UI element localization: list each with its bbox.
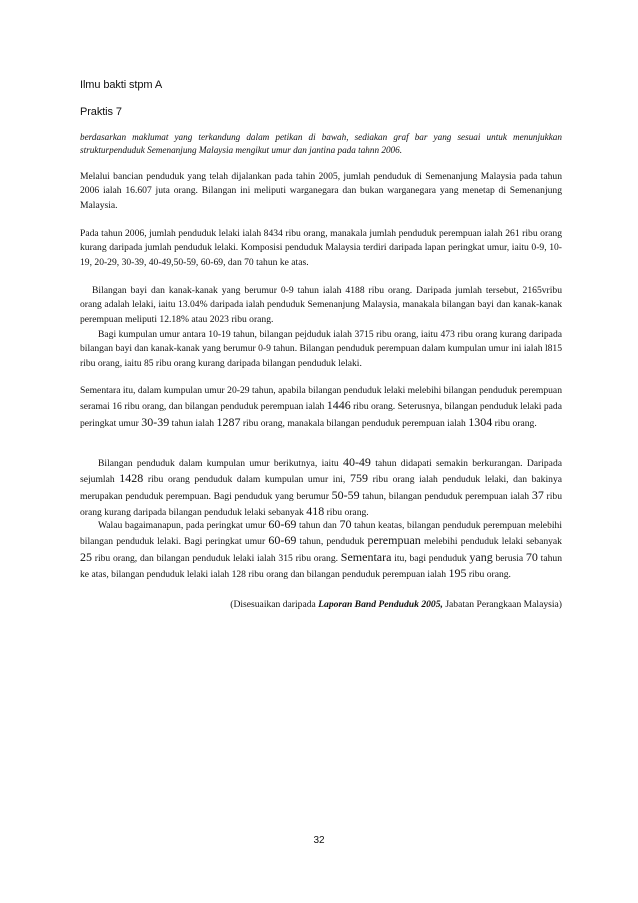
paragraph-6-number: 37: [531, 487, 544, 502]
document-subheading: Praktis 7: [80, 106, 122, 118]
paragraph-7-number: 60-69: [268, 517, 297, 531]
paragraph-6-text: ribu orang penduduk dalam kumpulan umur ini,: [143, 474, 350, 486]
paragraph-6-text: ribu orang.: [324, 507, 369, 519]
paragraph-6-text: ribu orang ialah penduduk lelaki, dan bakinya merupakan penduduk perempuan. Bagi penduduk yang berumur: [80, 474, 562, 502]
paragraph-6-number: 418: [306, 504, 325, 519]
paragraph-4: [80, 328, 562, 371]
paragraph-7-text: tahun ke atas, bilangan penduduk lelaki ialah 128 ribu orang dan bilangan penduduk perempuan ialah: [80, 552, 562, 581]
paragraph-6-text: tahun didapati semakin berkurangan. Daripada sejumlah: [80, 458, 562, 486]
paragraph-7-number: 195: [448, 566, 467, 581]
paragraph-7-number: 25: [80, 549, 92, 564]
paragraph-6-number: 50-59: [331, 487, 360, 502]
paragraph-7-text: Walau bagaimanapun, pada peringkat umur: [98, 520, 269, 531]
paragraph-7-word: Sementara: [340, 549, 392, 564]
paragraph-7-word: perempuan: [367, 533, 421, 548]
paragraph-5-number: 1287: [216, 414, 241, 429]
paragraph-6: [80, 455, 562, 521]
paragraph-7-text: tahun dan: [296, 520, 340, 531]
paragraph-5-text: tahun ialah: [169, 417, 217, 429]
document-heading: Ilmu bakti stpm A: [80, 79, 163, 91]
paragraph-7-text: ribu orang, dan bilangan penduduk lelaki ialah 315 ribu orang.: [92, 552, 341, 564]
paragraph-5-text: ribu orang. Seterusnya, bilangan penduduk lelaki pada peringkat umur: [80, 401, 562, 429]
paragraph-6-number: 1428: [119, 471, 144, 486]
paragraph-7-text: berusia: [492, 552, 526, 564]
paragraph-5-number: 1304: [468, 414, 493, 429]
paragraph-6-text: Bilangan penduduk dalam kumpulan umur berikutnya, iaitu: [98, 458, 343, 469]
paragraph-3-text: Bilangan bayi dan kanak-kanak yang berumur 0-9 tahun ialah 4188 ribu orang. Daripada jumlah tersebut, 2165vribu orang adalah lelaki, iaitu 13.04% daripada ialah penduduk Semenanjung Malaysia, manakala bilangan bayi dan kanak-kanak perempuan meliputi 12.18% atau 2023 ribu orang.: [80, 285, 562, 325]
paragraph-7: [80, 517, 562, 583]
paragraph-6-text: tahun, bilangan penduduk perempuan ialah: [359, 490, 532, 502]
paragraph-1: Melalui bancian penduduk yang telah dijalankan pada tahin 2005, jumlah penduduk di Semenanjung Malaysia pada tahun 2006 ialah 16.607 juta orang. Bilangan ini meliputi warganegara dan bukan warganegara yang menetap di Semenanjung Malaysia.: [80, 171, 562, 211]
paragraph-5-number: 30-39: [141, 414, 170, 429]
source-citation: [80, 599, 562, 610]
paragraph-3: [80, 284, 562, 327]
paragraph-2: Pada tahun 2006, jumlah penduduk lelaki ialah 8434 ribu orang, manakala jumlah penduduk perempuan ialah 261 ribu orang kurang daripada jumlah penduduk lelaki. Komposisi penduduk Malaysia terdiri daripada lapan peringkat umur, iaitu 0-9, 10-19, 20-29, 30-39, 40-49,50-59, 60-69, dan 70 tahun ke atas.: [80, 228, 562, 268]
paragraph-4-text: Bagi kumpulan umur antara 10-19 tahun, bilangan pejduduk ialah 3715 ribu orang, iaitu 473 ribu orang kurang daripada bilangan bayi dan kanak-kanak yang berumur 0-9 tahun. Bilangan penduduk perempuan dalam kumpulan umur ini ialah l815 ribu orang, iaitu 85 ribu orang kurang daripada bilangan penduduk lelaki.: [80, 329, 562, 369]
paragraph-7-number: 70: [339, 517, 352, 531]
paragraph-5-number: 1446: [326, 398, 351, 413]
paragraph-5-text: ribu orang.: [492, 417, 537, 429]
instruction-text: berdasarkan maklumat yang terkandung dalam petikan di bawah, sediakan graf bar yang sesuai untuk menunjukkan strukturpenduduk Semenanjung Malaysia mengikut umur dan jantina pada tahnn 2006.: [80, 132, 562, 155]
paragraph-7-number: 60-69: [268, 533, 297, 548]
paragraph-7-text: tahun keatas, bilangan penduduk perempuan melebihi bilangan penduduk lelaki. Bagi peringkat umur: [80, 520, 562, 548]
paragraph-5-text: ribu orang, manakala bilangan penduduk perempuan ialah: [240, 417, 469, 429]
paragraph-6-number: 759: [349, 471, 368, 486]
paragraph-7-text: melebihi penduduk lelaki sebanyak: [420, 536, 562, 548]
paragraph-7-word: yang: [469, 549, 493, 564]
paragraph-6-number: 40-49: [342, 455, 371, 469]
source-prefix: (Disesuaikan daripada: [230, 599, 319, 610]
source-title: Laporan Band Penduduk 2005,: [318, 599, 443, 610]
paragraph-5: [80, 384, 562, 431]
source-suffix: Jabatan Perangkaan Malaysia): [442, 599, 562, 610]
paragraph-5-text: Sementara itu, dalam kumpulan umur 20-29 tahun, apabila bilangan penduduk lelaki melebihi bilangan penduduk perempuan seramai 16 ribu orang, dan bilangan penduduk perempuan ialah: [80, 385, 562, 413]
paragraph-7-text: tahun, penduduk: [296, 536, 368, 548]
paragraph-7-text: ribu orang.: [466, 569, 511, 581]
paragraph-7-number: 70: [525, 549, 538, 564]
paragraph-7-text: itu, bagi penduduk: [391, 552, 470, 564]
page-number: 32: [313, 835, 325, 846]
paragraph-6-text: ribu orang kurang daripada bilangan penduduk lelaki sebanyak: [80, 490, 563, 519]
